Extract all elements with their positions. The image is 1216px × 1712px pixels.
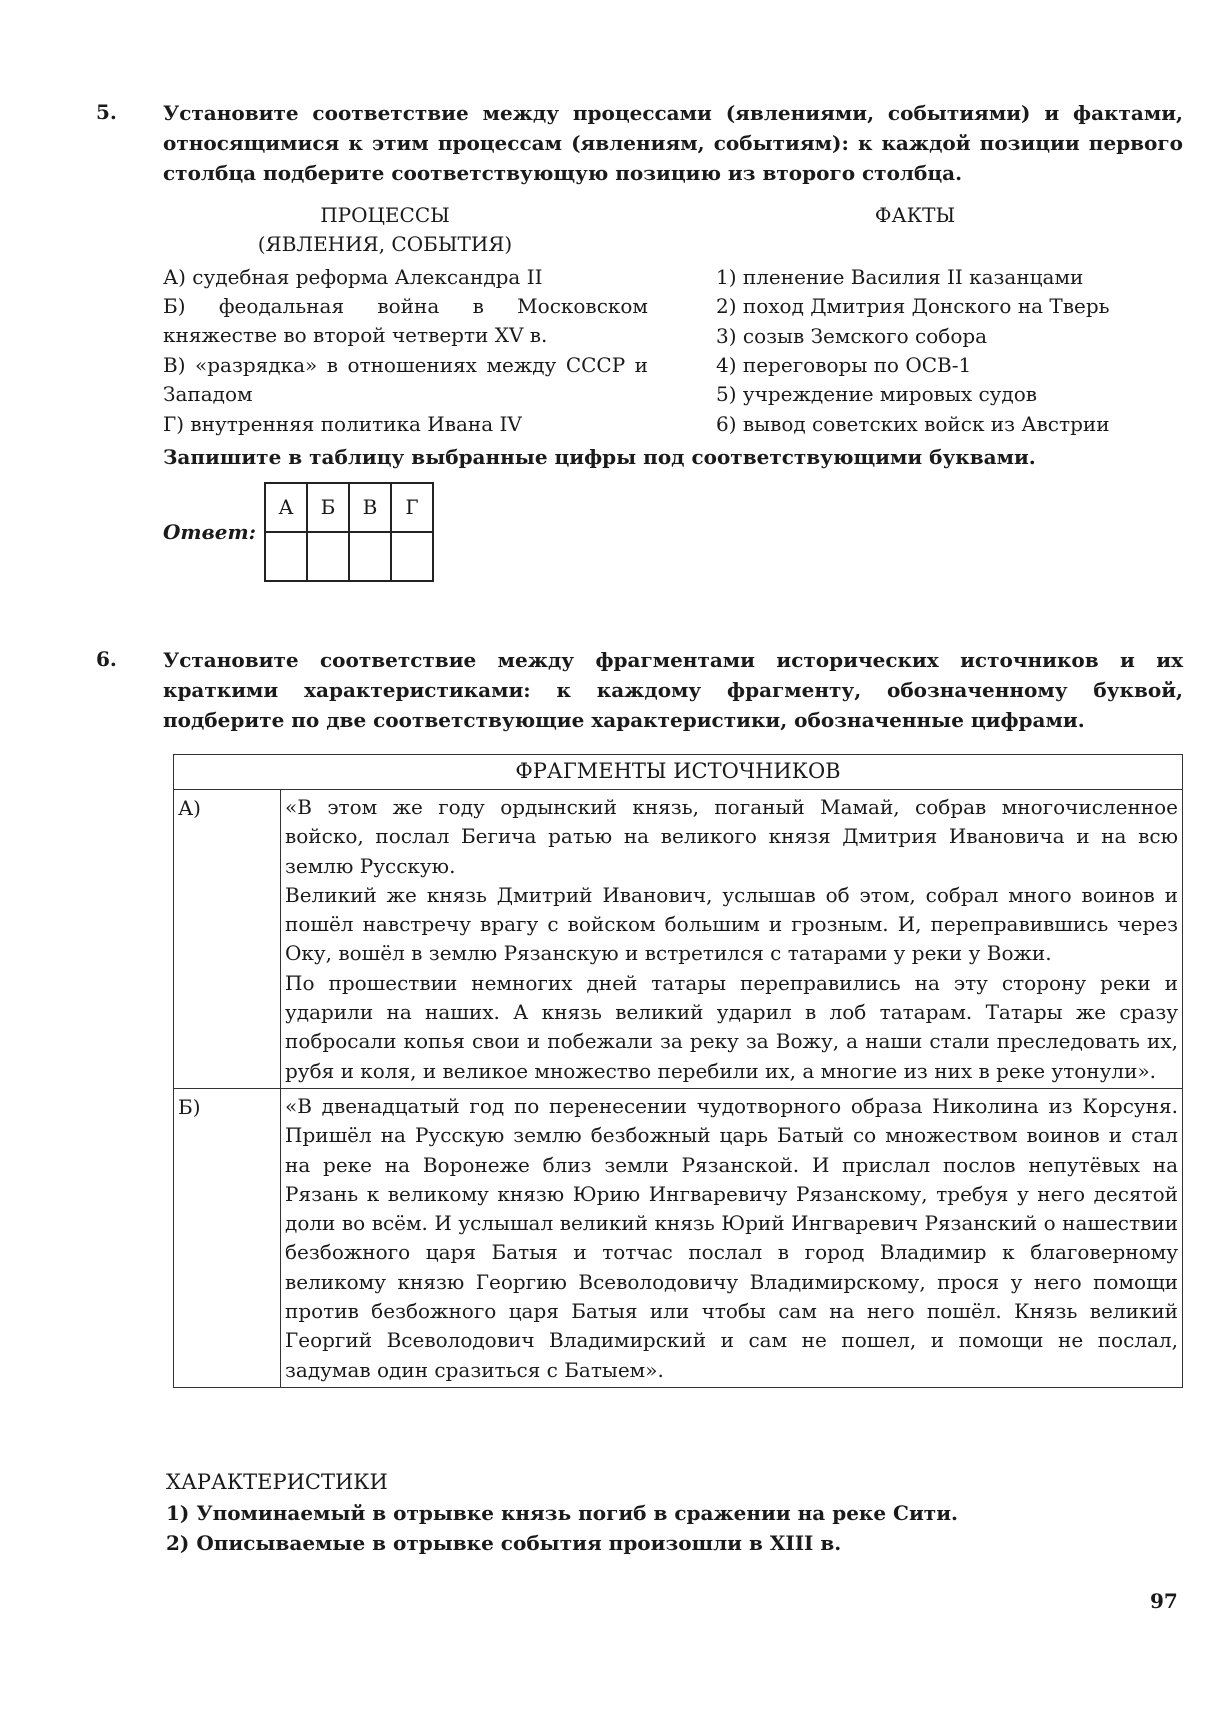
fragment-label: А) bbox=[174, 790, 281, 1089]
answer-table bbox=[264, 482, 434, 582]
sources-table bbox=[173, 754, 1183, 1388]
answer-cell-v[interactable] bbox=[349, 532, 391, 581]
answer-cell-b[interactable] bbox=[307, 532, 349, 581]
table-row bbox=[174, 1088, 1183, 1387]
task6-number: 6. bbox=[96, 647, 117, 671]
process-item: В) «разрядка» в отношениях между СССР и Западом bbox=[163, 353, 648, 406]
answer-cell-g[interactable] bbox=[391, 532, 433, 581]
fact-item: 3) созыв Земского собора bbox=[716, 324, 988, 348]
fragment-paragraph: «В этом же году ордынский князь, поганый Мамай, собрав многочисленное войско, послал Бегича ратью на великого князя Дмитрия Ивановича и на всю землю Русскую. bbox=[285, 795, 1178, 878]
left-header-line2: (ЯВЛЕНИЯ, СОБЫТИЯ) bbox=[257, 232, 513, 256]
task5-question: Установите соответствие между процессами (явлениями, событиями) и фактами, относящимися к этим процессам (явлениям, событиям): к каждой позиции первого столбца подберите соответствующую позицию из второго столбца. bbox=[163, 101, 1183, 185]
fact-item: 5) учреждение мировых судов bbox=[716, 382, 1038, 406]
sources-table-header: ФРАГМЕНТЫ ИСТОЧНИКОВ bbox=[174, 755, 1183, 790]
answer-cell-a[interactable] bbox=[265, 532, 307, 581]
task5-left-header bbox=[200, 201, 570, 259]
fragment-text bbox=[281, 1088, 1183, 1387]
fact-item: 1) пленение Василия II казанцами bbox=[716, 265, 1084, 289]
answer-col-header: Б bbox=[307, 483, 349, 532]
task5-right-header: ФАКТЫ bbox=[874, 203, 956, 227]
answer-col-header: А bbox=[265, 483, 307, 532]
characteristics-title: ХАРАКТЕРИСТИКИ bbox=[166, 1470, 388, 1494]
task6-question: Установите соответствие между фрагментами исторических источников и их краткими характеристиками: к каждому фрагменту, обозначенному буквой, подберите по две соответствующие характеристики, обозначенные цифрами. bbox=[163, 648, 1183, 732]
process-item: Г) внутренняя политика Ивана IV bbox=[163, 412, 522, 436]
task5-number: 5. bbox=[96, 100, 117, 124]
fragment-paragraph: Великий же князь Дмитрий Иванович, услышав об этом, собрал много воинов и пошёл навстречу врагу с войском большим и грозным. И, переправившись через Оку, вошёл в землю Рязанскую и встретился с татарами у реки у Вожи. bbox=[285, 882, 1178, 966]
task5-instruction: Запишите в таблицу выбранные цифры под соответствующими буквами. bbox=[163, 445, 1036, 469]
fact-item: 6) вывод советских войск из Австрии bbox=[716, 412, 1110, 436]
fact-item: 2) поход Дмитрия Донского на Тверь bbox=[716, 294, 1110, 318]
fragment-paragraph: «В двенадцатый год по перенесении чудотворного образа Николина из Корсуня. Пришёл на Русскую землю безбожный царь Батый со множеством воинов и стал на реке на Воронеже близ земли Рязанской. И прислал послов непутёвых на Рязань к великому князю Юрию Ингваревичу Рязанскому, требуя у него десятой доли во всём. И услышал великий князь Юрий Ингваревич Рязанский о нашествии безбожного царя Батыя и тотчас послал в город Владимир к благоверному великому князю Георгию Всеволодовичу Владимирскому, прося у него помощи против безбожного царя Батыя или чтобы сам на него пошёл. Князь великий Георгий Всеволодович Владимирский и сам не пошел, и помощи не послал, задумав один сразиться с Батыем». bbox=[285, 1093, 1178, 1382]
characteristic-item: 2) Описываемые в отрывке события произошли в XIII в. bbox=[166, 1531, 842, 1555]
answer-col-header: В bbox=[349, 483, 391, 532]
answer-col-header: Г bbox=[391, 483, 433, 532]
fragment-text bbox=[281, 790, 1183, 1089]
left-header-line1: ПРОЦЕССЫ bbox=[320, 203, 450, 227]
fragment-label: Б) bbox=[174, 1088, 281, 1387]
answer-label: Ответ: bbox=[163, 520, 256, 544]
characteristic-item: 1) Упоминаемый в отрывке князь погиб в сражении на реке Сити. bbox=[166, 1501, 958, 1525]
process-item: Б) феодальная война в Московском княжестве во второй четверти XV в. bbox=[163, 294, 648, 347]
table-row bbox=[174, 790, 1183, 1089]
fact-item: 4) переговоры по ОСВ-1 bbox=[716, 353, 972, 377]
fragment-paragraph: По прошествии немногих дней татары переправились на эту сторону реки и ударили на наших. А князь великий ударил в лоб татарам. Татары же сразу побросали копья свои и побежали за реку за Вожу, а наши стали преследовать их, рубя и коля, и великое множество перебили их, а многие из них в реке утонули». bbox=[285, 970, 1178, 1083]
process-item: А) судебная реформа Александра II bbox=[163, 265, 543, 289]
page-number: 97 bbox=[1150, 1589, 1178, 1613]
